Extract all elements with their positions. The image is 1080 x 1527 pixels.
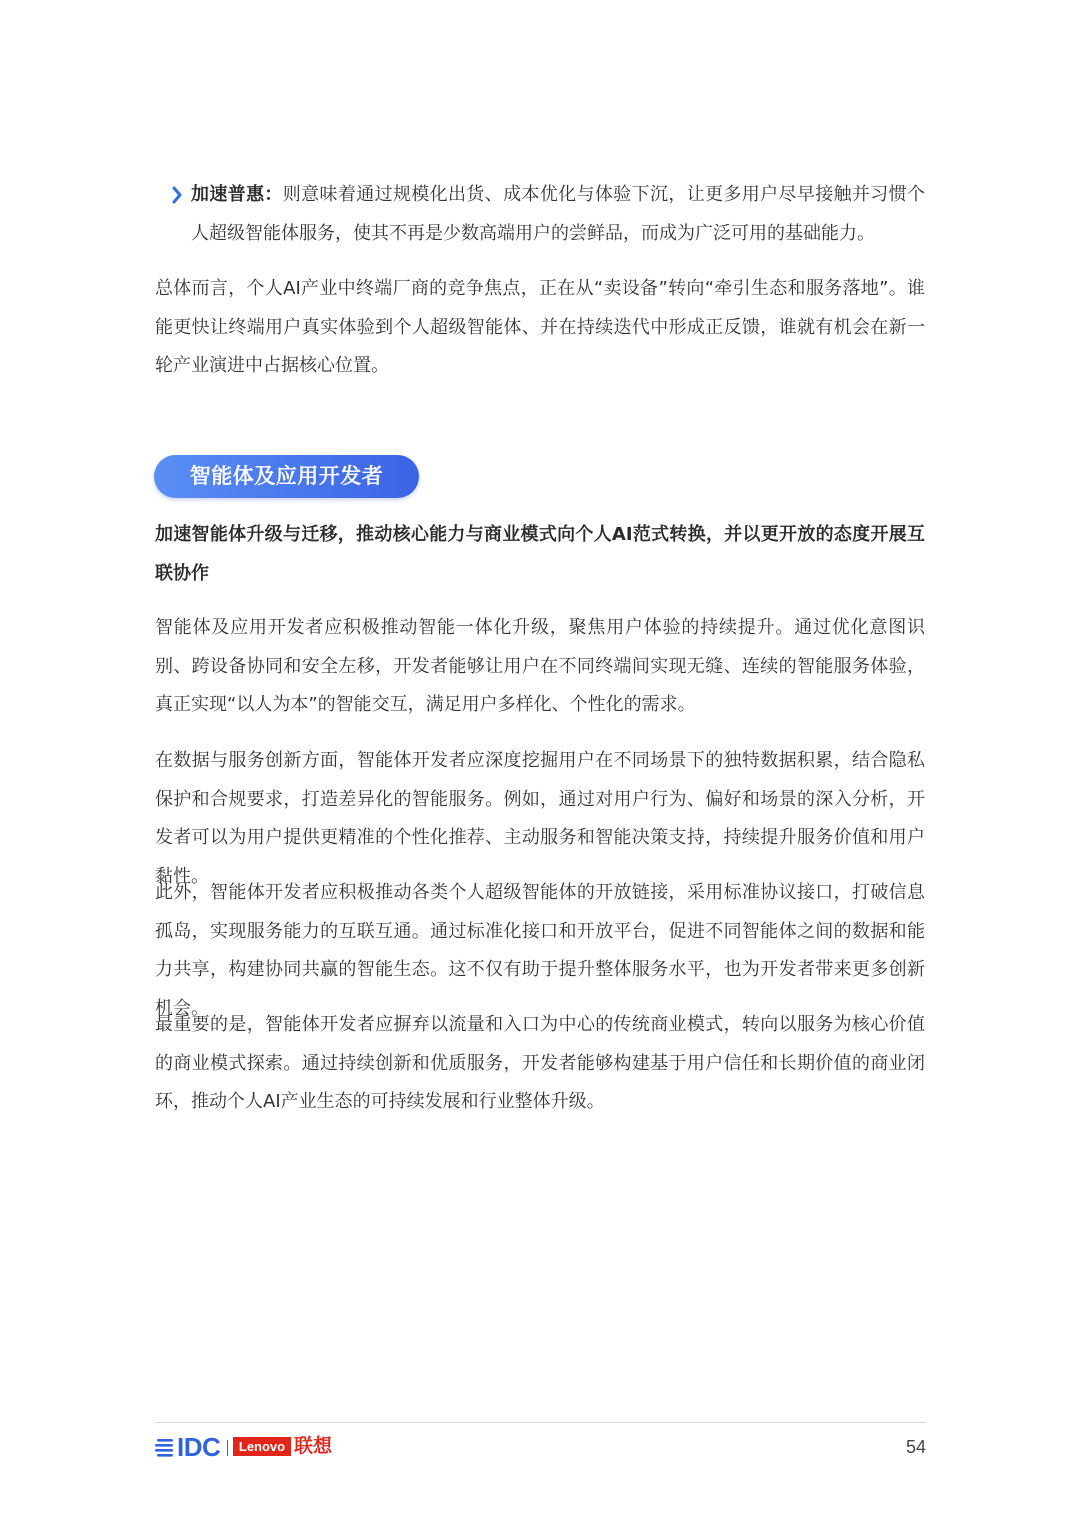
idc-logo-mark-icon <box>155 1437 177 1457</box>
bullet-body: 则意味着通过规模化出货、成本优化与体验下沉，让更多用户尽早接触并习惯个人超级智能体服务，使其不再是少数高端用户的尝鲜品，而成为广泛可用的基础能力。 <box>191 184 925 244</box>
page-number: 54 <box>905 1437 926 1457</box>
idc-logo-text: IDC <box>177 1432 221 1462</box>
body-paragraph-3: 此外，智能体开发者应积极推动各类个人超级智能体的开放链接，采用标准协议接口，打破信息孤岛，实现服务能力的互联互通。通过标准化接口和开放平台，促进不同智能体之间的数据和能力共享，构建协同共赢的智能生态。这不仅有助于提升整体服务水平，也为开发者带来更多创新机会。 <box>155 882 925 1019</box>
chevron-right-icon <box>169 176 185 214</box>
section-title: 智能体及应用开发者 <box>189 464 384 488</box>
summary-paragraph: 总体而言，个人AI产业中终端厂商的竞争焦点，正在从“卖设备”转向“牵引生态和服务落地”。谁能更快让终端用户真实体验到个人超级智能体、并在持续迭代中形成正反馈，谁就有机会在新一轮产业演进中占据核心位置。 <box>155 278 925 376</box>
body-paragraph-2: 在数据与服务创新方面，智能体开发者应深度挖掘用户在不同场景下的独特数据积累，结合隐私保护和合规要求，打造差异化的智能服务。例如，通过对用户行为、偏好和场景的深入分析，开发者可以为用户提供更精准的个性化推荐、主动服务和智能决策支持，持续提升服务价值和用户黏性。 <box>155 750 925 887</box>
lenovo-cn-logo: 联想 <box>294 1435 333 1457</box>
lenovo-logo: Lenovo <box>233 1437 291 1456</box>
footer-divider <box>155 1422 926 1423</box>
body-paragraph-4: 最重要的是，智能体开发者应摒弃以流量和入口为中心的传统商业模式，转向以服务为核心价值的商业模式探索。通过持续创新和优质服务，开发者能够构建基于用户信任和长期价值的商业闭环，推动个人AI产业生态的可持续发展和行业整体升级。 <box>155 1014 925 1112</box>
section-subheading: 加速智能体升级与迁移，推动核心能力与商业模式向个人AI范式转换，并以更开放的态度开展互联协作 <box>155 524 925 584</box>
bullet-text <box>191 176 925 253</box>
idc-logo <box>155 1432 225 1462</box>
section-heading-pill <box>154 455 419 498</box>
bullet-term: 加速普惠： <box>191 184 283 205</box>
body-paragraph-1: 智能体及应用开发者应积极推动智能一体化升级，聚焦用户体验的持续提升。通过优化意图识别、跨设备协同和安全左移，开发者能够让用户在不同终端间实现无缝、连续的智能服务体验，真正实现“以人为本”的智能交互，满足用户多样化、个性化的需求。 <box>155 617 925 715</box>
footer-logo-separator <box>227 1440 228 1456</box>
